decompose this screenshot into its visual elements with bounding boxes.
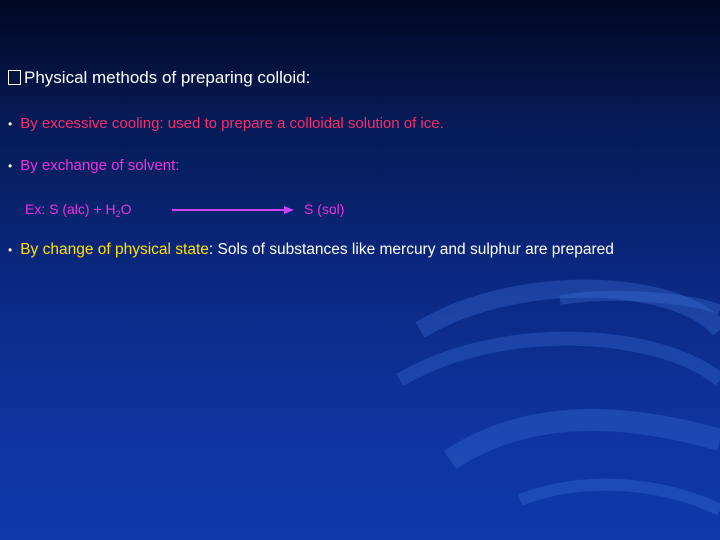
bullet-colon: :	[208, 241, 214, 258]
bullet-dot: •	[8, 117, 13, 131]
missing-glyph-icon	[8, 70, 21, 85]
bullet-dot: •	[8, 159, 13, 173]
equation-product: S (sol)	[304, 201, 345, 217]
bullet-dot: •	[8, 243, 13, 257]
example-equation	[25, 201, 132, 219]
slide-title-text: Physical methods of preparing colloid:	[24, 68, 311, 87]
bullet-change-of-physical-state	[8, 241, 614, 259]
equation-suffix: O	[120, 201, 132, 217]
bullet-rest: Sols of substances like mercury and sulphur are prepared	[213, 241, 614, 258]
bullet-text: By excessive cooling: used to prepare a colloidal solution of ice.	[20, 115, 444, 132]
reaction-arrow-icon	[172, 203, 294, 217]
subscript: 2	[115, 209, 121, 219]
bullet-lead: By change of physical state	[20, 241, 209, 258]
bullet-excessive-cooling	[8, 115, 444, 132]
bullet-text: By exchange of solvent:	[20, 157, 180, 174]
slide-title	[8, 68, 310, 88]
bullet-exchange-of-solvent	[8, 157, 179, 174]
equation-reactants: Ex: S (alc) + H	[25, 201, 116, 217]
